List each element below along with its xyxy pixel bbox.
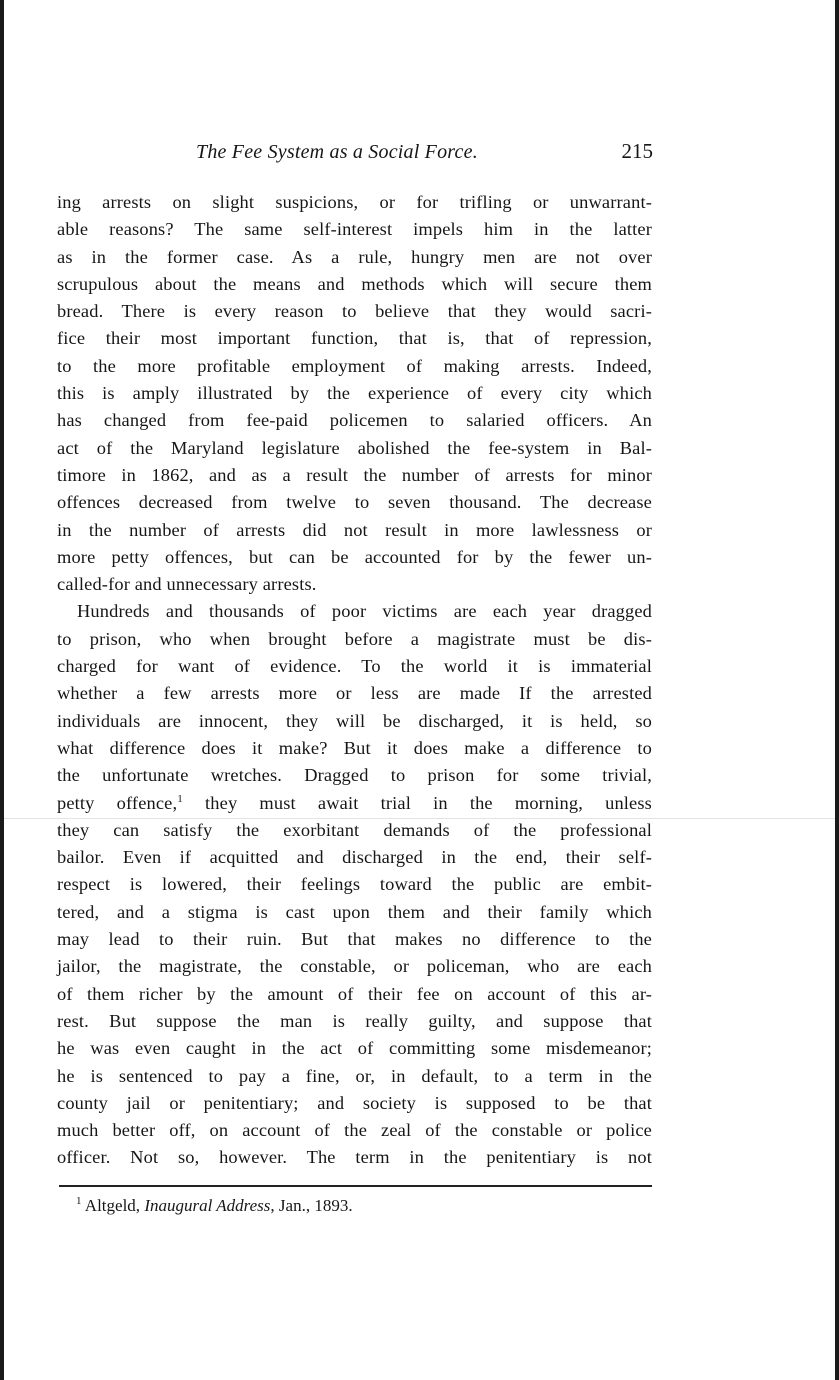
paragraph-1 (57, 189, 652, 598)
paragraph-2 (57, 598, 652, 1171)
text-line: may lead to their ruin. But that makes no difference to the (57, 929, 652, 950)
text-line: he was even caught in the act of committing some misdemeanor; (57, 1038, 652, 1059)
text-line: offences decreased from twelve to seven thousand. The decrease (57, 492, 652, 513)
text-line: respect is lowered, their feelings toward the public are embit- (57, 874, 652, 895)
text-line: tered, and a stigma is cast upon them and their family which (57, 901, 652, 922)
footnote-author: Altgeld, (81, 1196, 145, 1215)
running-title: The Fee System as a Social Force. (196, 141, 478, 163)
text-line: to the more profitable employment of making arrests. Indeed, (57, 355, 652, 376)
text-line: he is sentenced to pay a fine, or, in default, to a term in the (57, 1065, 652, 1086)
text-fragment: petty offence, (57, 792, 178, 813)
text-line: able reasons? The same self-interest impels him in the latter (57, 219, 652, 240)
text-line: what difference does it make? But it does make a difference to (57, 737, 652, 758)
footnote-divider (59, 1185, 652, 1187)
text-line: officer. Not so, however. The term in the penitentiary is not (57, 1147, 652, 1168)
text-line: timore in 1862, and as a result the number of arrests for minor (57, 464, 652, 485)
text-line: bailor. Even if acquitted and discharged in the end, their self- (57, 847, 652, 868)
text-line: Hundreds and thousands of poor victims are each year dragged (77, 601, 652, 622)
text-line-with-footnote (57, 790, 652, 817)
text-line: this is amply illustrated by the experience of every city which (57, 383, 652, 404)
text-line: whether a few arrests more or less are made If the arrested (57, 683, 652, 704)
text-line: charged for want of evidence. To the world it is immaterial (57, 656, 652, 677)
page-header (56, 141, 653, 171)
text-line: in the number of arrests did not result in more lawlessness or (57, 519, 652, 540)
text-line: jailor, the magistrate, the constable, or policeman, who are each (57, 956, 652, 977)
scan-border-right (835, 0, 839, 1380)
text-line: individuals are innocent, they will be discharged, it is held, so (57, 710, 652, 731)
text-fragment: they must await trial in the morning, unless (182, 792, 652, 813)
text-line: fice their most important function, that is, that of repression, (57, 328, 652, 349)
text-line: of them richer by the amount of their fee on account of this ar- (57, 983, 652, 1004)
text-line: more petty offences, but can be accounted for by the fewer un- (57, 546, 652, 567)
footnote-number: 1 (76, 1195, 82, 1207)
footnote-title: Inaugural Address (144, 1196, 271, 1215)
text-line: has changed from fee-paid policemen to salaried officers. An (57, 410, 652, 431)
text-line: act of the Maryland legislature abolished the fee-system in Bal- (57, 437, 652, 458)
footnote-marker[interactable]: 1 (177, 792, 183, 805)
text-line: county jail or penitentiary; and society is supposed to be that (57, 1092, 652, 1113)
text-line: called-for and unnecessary arrests. (57, 574, 317, 595)
text-line: as in the former case. As a rule, hungry men are not over (57, 246, 652, 267)
footnote (76, 1196, 353, 1216)
page-number: 215 (621, 139, 653, 163)
text-line: bread. There is every reason to believe that they would sacri- (57, 301, 652, 322)
text-line: to prison, who when brought before a magistrate must be dis- (57, 628, 652, 649)
footnote-date: , Jan., 1893. (270, 1196, 353, 1215)
text-line: much better off, on account of the zeal of the constable or police (57, 1120, 652, 1141)
text-line: the unfortunate wretches. Dragged to prison for some trivial, (57, 765, 652, 786)
text-line: they can satisfy the exorbitant demands of the professional (57, 819, 652, 840)
body-text (57, 189, 652, 1172)
text-line: ing arrests on slight suspicions, or for trifling or unwarrant- (57, 192, 652, 212)
text-line: scrupulous about the means and methods which will secure them (57, 273, 652, 294)
text-line: rest. But suppose the man is really guilty, and suppose that (57, 1010, 652, 1031)
scan-border-left (0, 0, 4, 1380)
